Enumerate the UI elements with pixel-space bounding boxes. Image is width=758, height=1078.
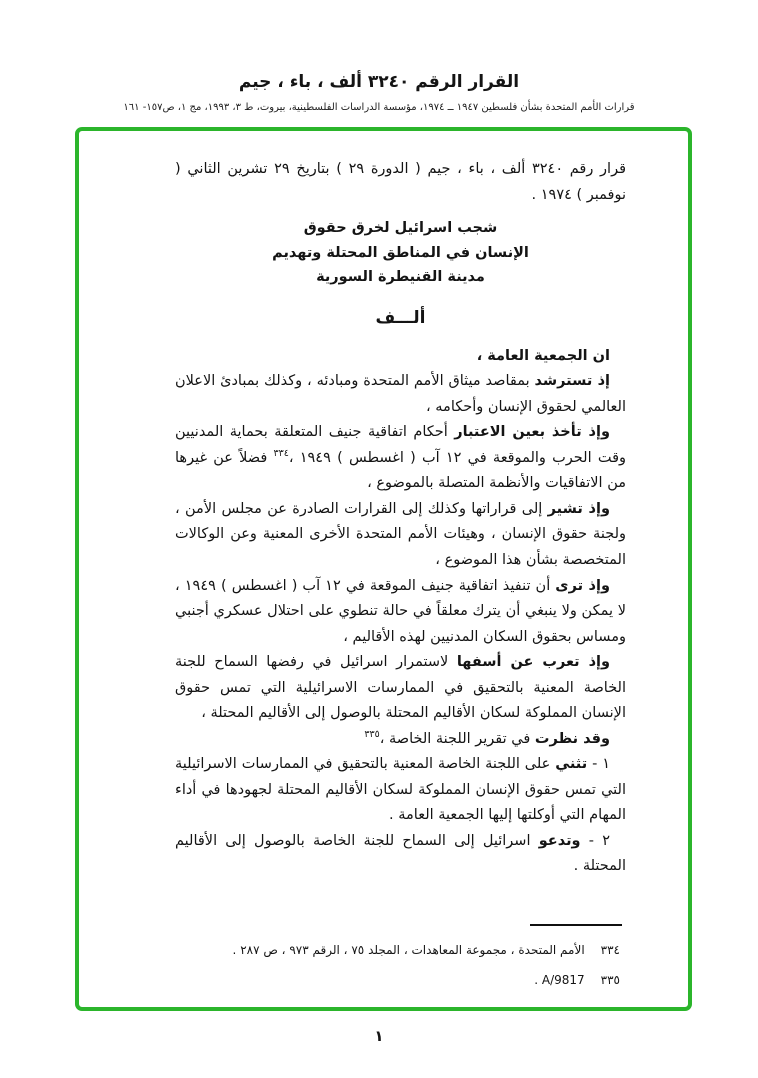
paragraph-bold: وتدعو	[538, 832, 581, 849]
resolution-title-line: الإنسان في المناطق المحتلة وتهديم	[272, 244, 529, 261]
paragraph	[175, 344, 626, 370]
paragraph-text: على اللجنة الخاصة المعنية بالتحقيق في الممارسات الاسرائيلية التي تمس حقوق الإنسان المملوكة لسكان الأقاليم المحتلة لجهودها في أداء المهام التي أوكلتها إليها الجمعية العامة .	[175, 756, 626, 824]
footnote-number: ٣٣٥	[600, 972, 620, 987]
footnote-marker: ٣٣٤	[273, 448, 289, 460]
footnote-separator	[530, 924, 622, 926]
footnote-text: الأمم المتحدة ، مجموعة المعاهدات ، المجلد ٧٥ ، الرقم ٩٧٣ ، ص ٢٨٧ .	[232, 942, 585, 957]
paragraph	[175, 574, 626, 651]
resolution-title-line: شجب اسرائيل لخرق حقوق	[303, 220, 498, 237]
paragraph	[175, 727, 626, 753]
footnote-area	[175, 924, 626, 991]
paragraph-text: إلى قراراتها وكذلك إلى القرارات الصادرة عن مجلس الأمن ، ولجنة حقوق الإنسان ، وهيئات الأمم المتحدة الأخرى المعنية وعن الوكالات المتخصصة بشأن هذا الموضوع ،	[175, 500, 626, 568]
page-header	[0, 0, 758, 113]
paragraph-bold: وإذ تشير	[547, 500, 610, 517]
paragraph-text: في تقرير اللجنة الخاصة ،	[379, 730, 535, 747]
footnote-number: ٣٣٤	[600, 942, 620, 957]
footnote-text: A/9817 .	[534, 972, 585, 987]
numbered-paragraph	[175, 829, 626, 880]
paragraph-text: فضلاً عن غيرها من الاتفاقيات والأنظمة المتصلة بالموضوع ،	[175, 449, 626, 492]
paragraph-text: اسرائيل إلى السماح للجنة الخاصة بالوصول إلى الأقاليم المحتلة .	[175, 832, 626, 875]
paragraph	[175, 497, 626, 574]
paragraph-lead: ١ -	[587, 756, 610, 773]
paragraph	[175, 650, 626, 727]
paragraph-text: لاستمرار اسرائيل في رفضها السماح للجنة الخاصة المعنية بالتحقيق في الممارسات الاسرائيلية التي تمس حقوق الإنسان المملوكة لسكان الأقاليم المحتلة بالوصول إلى الأقاليم المحتلة ،	[175, 654, 626, 722]
numbered-paragraph	[175, 752, 626, 829]
paragraph-text: أحكام اتفاقية جنيف المتعلقة بحماية المدنيين وقت الحرب والموقعة في ١٢ آب ( اغسطس ) ١٩٤٩ ،	[175, 424, 626, 466]
paragraph-bold: وإذ ترى	[555, 577, 610, 594]
paragraph-text: بمقاصد ميثاق الأمم المتحدة ومبادئه ، وكذلك بمبادئ الاعلان العالمي لحقوق الإنسان وأحكامه ،	[175, 373, 626, 415]
footnote	[175, 970, 620, 991]
paragraph-bold: وإذ تأخذ بعين الاعتبار	[454, 424, 610, 441]
paragraph-lead: ٢ -	[580, 832, 610, 849]
section-heading-alef: ألـــف	[375, 307, 426, 328]
paragraph-bold: تثني	[555, 756, 588, 773]
paragraph-text: أن تنفيذ اتفاقية جنيف الموقعة في ١٢ آب ( اغسطس ) ١٩٤٩ ، لا يمكن ولا ينبغي أن يترك معلقاً في حالة تنطوي على احتلال عسكري أجنبي ومساس بحقوق السكان المدنيين لهذه الأقاليم ،	[175, 577, 626, 645]
document-body	[175, 157, 626, 991]
highlight-border-box	[75, 127, 692, 1011]
page-number: ١	[374, 1027, 384, 1045]
resolution-title	[175, 216, 626, 290]
paragraph-bold: وإذ تعرب عن أسفها	[456, 654, 610, 671]
paragraph-bold: وقد نظرت	[534, 730, 610, 747]
source-citation: قرارات الأمم المتحدة بشأن فلسطين ١٩٤٧ ــ ١٩٧٤، مؤسسة الدراسات الفلسطينية، بيروت، ط ٣، ١٩٩٣، مج ١، ص١٥٧- ١٦١	[123, 102, 635, 113]
resolution-intro: قرار رقم ٣٢٤٠ ألف ، باء ، جيم ( الدورة ٢٩ ) بتاريخ ٢٩ تشرين الثاني ( نوفمبر ) ١٩٧٤ .	[175, 161, 627, 203]
document-header-title: القرار الرقم ٣٢٤٠ ألف ، باء ، جيم	[238, 72, 520, 92]
paragraph-bold: إذ تسترشد	[534, 373, 611, 390]
footnote-marker: ٣٣٥	[364, 728, 380, 740]
resolution-title-line: مدينة القنيطرة السورية	[316, 269, 485, 286]
paragraph-bold: ان الجمعية العامة ،	[476, 347, 610, 364]
paragraph	[175, 420, 626, 497]
paragraph	[175, 369, 626, 420]
footnote	[175, 940, 620, 961]
